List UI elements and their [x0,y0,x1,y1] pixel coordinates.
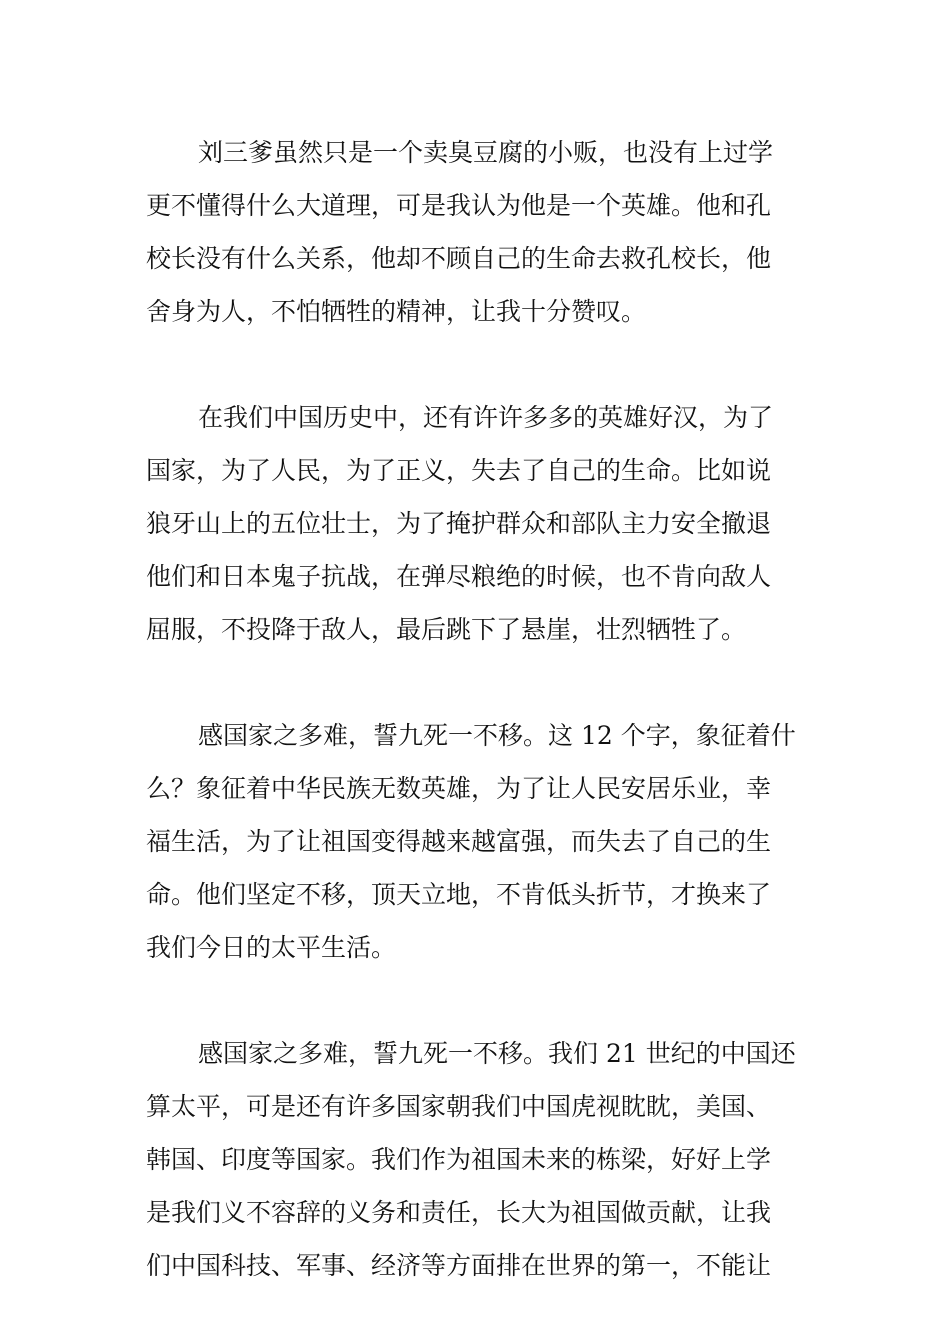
text-line: 么？象征着中华民族无数英雄，为了让人民安居乐业，幸 [146,774,772,803]
text-line: 感国家之多难，誓九死一不移。我们 21 世纪的中国还 [198,1039,796,1068]
text-line: 们中国科技、军事、经济等方面排在世界的第一，不能让 [146,1251,772,1280]
paragraph-4 [146,1027,806,1292]
text-line: 刘三爹虽然只是一个卖臭豆腐的小贩，也没有上过学 [198,138,774,167]
text-line: 命。他们坚定不移，顶天立地，不肯低头折节，才换来了 [146,880,772,909]
text-line: 感国家之多难，誓九死一不移。这 12 个字，象征着什 [198,721,796,750]
text-line: 他们和日本鬼子抗战，在弹尽粮绝的时候，也不肯向敌人 [146,562,772,591]
text-line: 国家，为了人民，为了正义，失去了自己的生命。比如说 [146,456,772,485]
text-line: 福生活，为了让祖国变得越来越富强，而失去了自己的生 [146,827,772,856]
paragraph-spacer [146,974,806,1027]
text-line: 是我们义不容辞的义务和责任，长大为祖国做贡献，让我 [146,1198,772,1227]
paragraph-2 [146,391,806,656]
text-line: 屈服，不投降于敌人，最后跳下了悬崖，壮烈牺牲了。 [146,615,747,644]
document-page [146,126,806,1292]
paragraph-spacer [146,338,806,391]
paragraph-spacer [146,656,806,709]
text-line: 校长没有什么关系，他却不顾自己的生命去救孔校长，他 [146,244,772,273]
text-line: 更不懂得什么大道理，可是我认为他是一个英雄。他和孔 [146,191,772,220]
paragraph-1 [146,126,806,338]
text-line: 韩国、印度等国家。我们作为祖国未来的栋梁，好好上学 [146,1145,772,1174]
text-line: 在我们中国历史中，还有许许多多的英雄好汉，为了 [198,403,774,432]
paragraph-3 [146,709,806,974]
text-line: 我们今日的太平生活。 [146,933,397,962]
text-line: 舍身为人，不怕牺牲的精神，让我十分赞叹。 [146,297,647,326]
text-line: 狼牙山上的五位壮士，为了掩护群众和部队主力安全撤退 [146,509,772,538]
text-line: 算太平，可是还有许多国家朝我们中国虎视眈眈，美国、 [146,1092,772,1121]
